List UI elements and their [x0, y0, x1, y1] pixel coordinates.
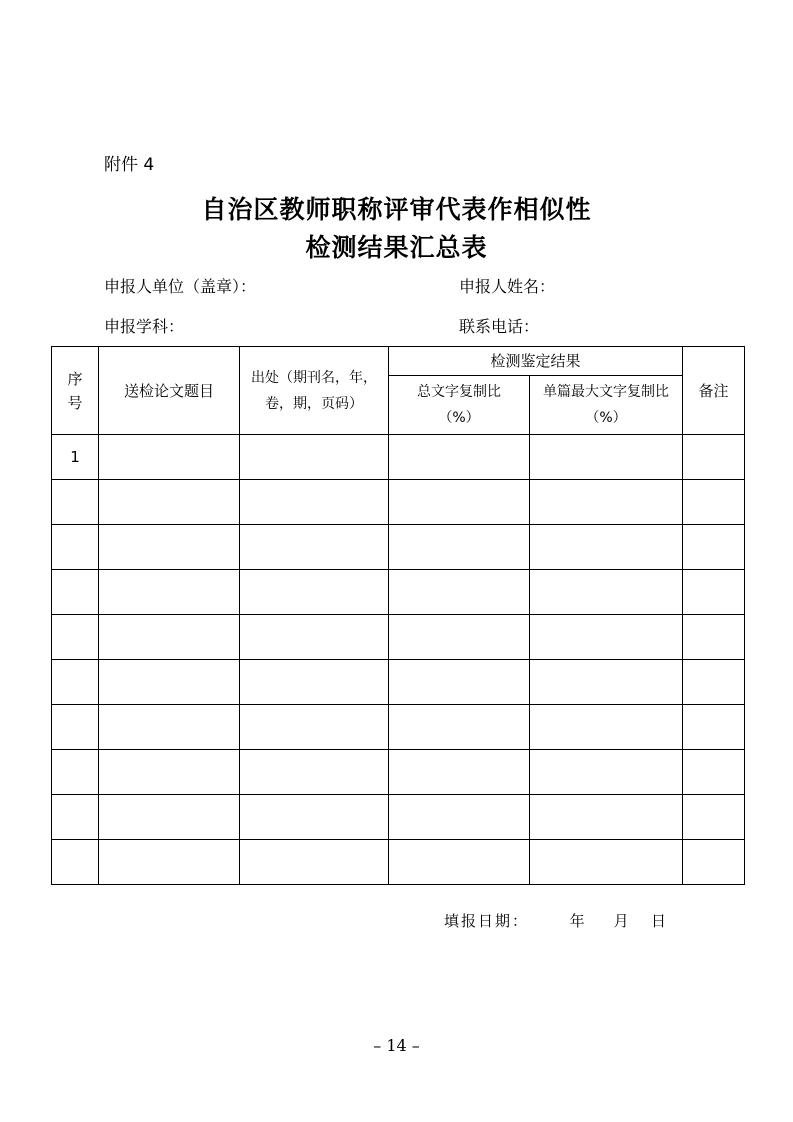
- remark-cell: [683, 570, 745, 615]
- source-cell: [240, 615, 389, 660]
- row-seq-cell: [52, 750, 99, 795]
- remark-cell: [683, 750, 745, 795]
- header-paper-title: 送检论文题目: [99, 347, 240, 435]
- table-row: [52, 660, 745, 705]
- row-seq-cell: [52, 480, 99, 525]
- table-row: [52, 570, 745, 615]
- header-total-copy-ratio: 总文字复制比（%）: [389, 376, 530, 435]
- paper-title-cell: [99, 570, 240, 615]
- paper-title-cell: [99, 795, 240, 840]
- max-ratio-cell: [530, 840, 683, 885]
- total-ratio-cell: [389, 480, 530, 525]
- header-detection-results: 检测鉴定结果: [389, 347, 683, 376]
- remark-cell: [683, 705, 745, 750]
- table-row: [52, 525, 745, 570]
- paper-title-cell: [99, 435, 240, 480]
- header-max-copy-ratio: 单篇最大文字复制比（%）: [530, 376, 683, 435]
- page-title-line1: 自治区教师职称评审代表作相似性: [201, 195, 592, 224]
- total-ratio-cell: [389, 840, 530, 885]
- row-seq-cell: [52, 615, 99, 660]
- source-cell: [240, 840, 389, 885]
- max-ratio-cell: [530, 615, 683, 660]
- row-seq-cell: [52, 570, 99, 615]
- row-seq-cell: 1: [52, 435, 99, 480]
- row-seq-cell: [52, 705, 99, 750]
- max-ratio-cell: [530, 525, 683, 570]
- paper-title-cell: [99, 525, 240, 570]
- source-cell: [240, 705, 389, 750]
- table-row: [52, 705, 745, 750]
- table-row: [52, 795, 745, 840]
- row-seq-cell: [52, 840, 99, 885]
- source-cell: [240, 750, 389, 795]
- contact-phone-field: 联系电话：: [459, 317, 540, 336]
- table-row: [52, 615, 745, 660]
- attachment-label: 附件 4: [104, 155, 155, 175]
- source-cell: [240, 480, 389, 525]
- results-summary-table: [51, 346, 745, 885]
- applicant-subject-field: 申报学科：: [104, 317, 185, 336]
- total-ratio-cell: [389, 525, 530, 570]
- paper-title-cell: [99, 750, 240, 795]
- header-source: 出处（期刊名，年，卷，期，页码）: [240, 347, 389, 435]
- table-row: [52, 750, 745, 795]
- max-ratio-cell: [530, 480, 683, 525]
- total-ratio-cell: [389, 570, 530, 615]
- max-ratio-cell: [530, 660, 683, 705]
- page-number: – 14 –: [373, 1036, 420, 1055]
- remark-cell: [683, 795, 745, 840]
- source-cell: [240, 570, 389, 615]
- row-seq-cell: [52, 795, 99, 840]
- source-cell: [240, 525, 389, 570]
- paper-title-cell: [99, 480, 240, 525]
- paper-title-cell: [99, 615, 240, 660]
- source-cell: [240, 435, 389, 480]
- table-row: [52, 840, 745, 885]
- total-ratio-cell: [389, 750, 530, 795]
- total-ratio-cell: [389, 435, 530, 480]
- remark-cell: [683, 840, 745, 885]
- remark-cell: [683, 480, 745, 525]
- paper-title-cell: [99, 660, 240, 705]
- total-ratio-cell: [389, 795, 530, 840]
- remark-cell: [683, 660, 745, 705]
- page-title-line2: 检测结果汇总表: [305, 233, 488, 262]
- header-seq: 序号: [52, 347, 99, 435]
- fill-date-label: 填报日期： 年 月 日: [444, 912, 668, 930]
- total-ratio-cell: [389, 615, 530, 660]
- paper-title-cell: [99, 705, 240, 750]
- remark-cell: [683, 435, 745, 480]
- max-ratio-cell: [530, 435, 683, 480]
- row-seq-cell: [52, 525, 99, 570]
- table-row: [52, 435, 745, 480]
- applicant-name-field: 申报人姓名：: [459, 277, 556, 296]
- max-ratio-cell: [530, 750, 683, 795]
- max-ratio-cell: [530, 795, 683, 840]
- applicant-unit-field: 申报人单位（盖章）：: [104, 277, 257, 296]
- max-ratio-cell: [530, 570, 683, 615]
- header-remark: 备注: [683, 347, 745, 435]
- paper-title-cell: [99, 840, 240, 885]
- max-ratio-cell: [530, 705, 683, 750]
- table-row: [52, 480, 745, 525]
- source-cell: [240, 795, 389, 840]
- remark-cell: [683, 525, 745, 570]
- row-seq-cell: [52, 660, 99, 705]
- total-ratio-cell: [389, 705, 530, 750]
- source-cell: [240, 660, 389, 705]
- remark-cell: [683, 615, 745, 660]
- total-ratio-cell: [389, 660, 530, 705]
